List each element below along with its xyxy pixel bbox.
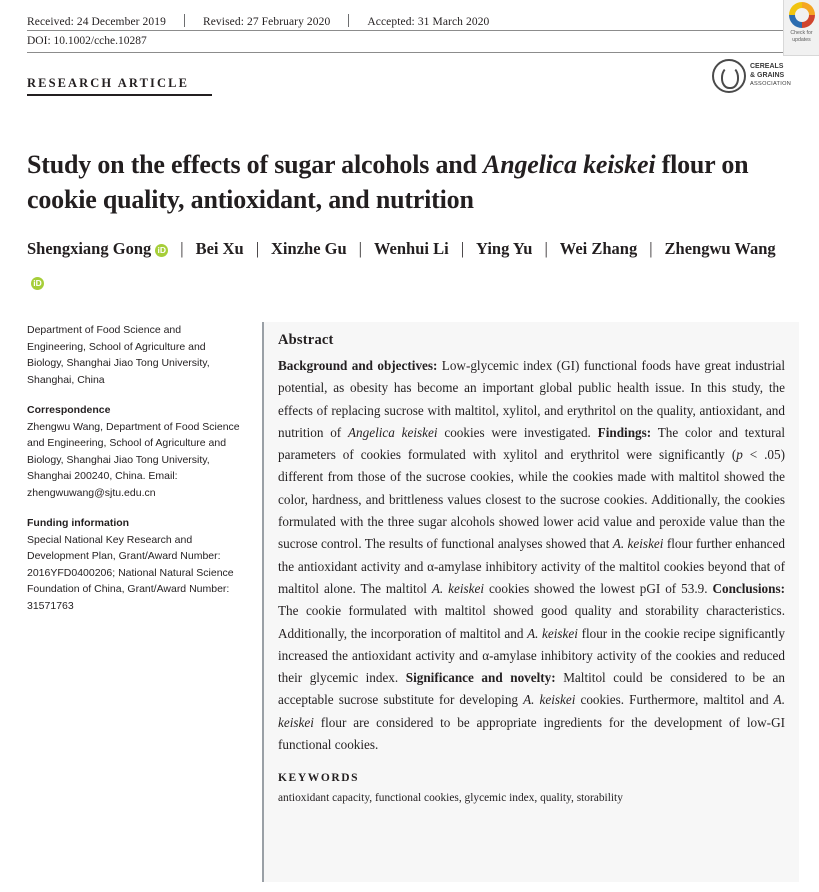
page-title xyxy=(27,147,787,217)
author-separator: | xyxy=(460,239,465,258)
author-separator: | xyxy=(180,239,184,258)
date-received: Received: 24 December 2019 xyxy=(27,16,166,28)
abstract-significance-text-b: cookies. Furthermore, maltitol and xyxy=(575,692,774,708)
keywords-list: antioxidant capacity, functional cookies, glycemic index, quality, storability xyxy=(278,792,623,805)
doi-text: DOI: 10.1002/cche.10287 xyxy=(27,35,147,47)
affiliation-column xyxy=(27,322,242,628)
author-name[interactable]: Ying Yu xyxy=(476,239,533,258)
header-divider-doi xyxy=(27,52,792,53)
society-logo-text xyxy=(750,63,791,89)
author-name[interactable]: Wei Zhang xyxy=(559,239,638,258)
society-logo-line1: CEREALS xyxy=(750,63,784,71)
abstract-background-text: Low-glycemic index (GI) functional foods have great industrial potential, as obesity has become an important global public health issue. In this study, the effects of replacing sucrose with maltitol, xylitol, and erythritol on the quality, antioxidant, and nutrition of xyxy=(278,358,785,440)
abstract-significance-text-c: flour are considered to be appropriate ingredients for the development of low-GI functional cookies. xyxy=(278,714,785,753)
title-part-1: Study on the effects of sugar alcohols and xyxy=(27,150,484,180)
abstract-body xyxy=(278,355,785,756)
author-name[interactable]: Xinzhe Gu xyxy=(271,239,347,258)
date-divider xyxy=(184,14,185,27)
crossmark-icon xyxy=(789,2,815,28)
abstract-panel xyxy=(262,322,799,882)
crossmark-badge[interactable] xyxy=(783,0,819,56)
article-type-label: RESEARCH ARTICLE xyxy=(27,76,190,90)
society-logo-line2: & GRAINS xyxy=(750,71,785,79)
orcid-icon[interactable]: iD xyxy=(31,277,44,290)
abstract-background-italic: Angelica keiskei xyxy=(348,424,438,440)
abstract-findings-label: Findings: xyxy=(597,424,652,440)
affiliation-text: Department of Food Science and Engineering, School of Agriculture and Biology, Shanghai Jiao Tong University, Shanghai, China xyxy=(27,324,210,386)
abstract-background-text2: cookies were investigated. xyxy=(437,424,591,440)
crossmark-label: Check for updates xyxy=(790,30,813,43)
author-separator: | xyxy=(649,239,653,258)
abstract-findings-p-italic: p xyxy=(736,447,743,463)
abstract-findings-text-a: The color and textural parameters of cookies formulated with xylitol and erythritol were significantly ( xyxy=(278,424,785,463)
title-part-2: flour on cookie quality, antioxidant, and nutrition xyxy=(27,150,749,215)
author-name[interactable]: Bei Xu xyxy=(195,239,244,258)
keywords-heading: KEYWORDS xyxy=(278,772,360,785)
abstract-findings-italic-1: A. keiskei xyxy=(612,536,664,552)
abstract-significance-label: Significance and novelty: xyxy=(405,670,556,686)
author-separator: | xyxy=(544,239,548,258)
wheat-emblem-icon xyxy=(712,59,746,93)
abstract-findings-text-b: < .05) different from those of the sucrose cookies, while the cookies made with maltitol showed the color, hardness, and brittleness values closest to the sucrose cookies. Additionally, the cookies formulated with the three sugar alcohols showed lower acid value and peroxide value than the sucrose control. The results of functional analyses showed that xyxy=(278,447,785,552)
abstract-significance-italic-2: A. keiskei xyxy=(278,692,785,730)
abstract-conclusions-text-a: The cookie formulated with maltitol showed good quality and storability characteristics. Additionally, the incorporation of maltitol and xyxy=(278,603,785,641)
abstract-conclusions-text-b: flour in the cookie recipe significantly increased the antioxidant activity and α-amylase inhibitory activity of the cookies and reduced their glycemic index. xyxy=(278,625,785,686)
abstract-findings-text-c: flour further enhanced the antioxidant activity and α-amylase inhibitory activity of the maltitol cookies beyond that of maltitol alone. The maltitol xyxy=(278,536,785,596)
date-accepted: Accepted: 31 March 2020 xyxy=(367,16,490,28)
abstract-significance-text-a: Maltitol could be considered to be an acceptable sucrose substitute for developing xyxy=(278,670,785,708)
date-revised: Revised: 27 February 2020 xyxy=(202,16,331,28)
abstract-conclusions-italic: A. keiskei xyxy=(527,625,578,641)
correspondence-block xyxy=(27,402,242,501)
author-name[interactable]: Shengxiang Gong xyxy=(27,239,152,258)
author-name[interactable]: Wenhui Li xyxy=(373,239,449,258)
article-type-underline xyxy=(27,94,212,96)
abstract-significance-italic-1: A. keiskei xyxy=(523,692,576,708)
funding-block xyxy=(27,515,242,614)
society-logo-line3: ASSOCIATION xyxy=(750,81,792,88)
orcid-icon[interactable]: iD xyxy=(155,244,168,257)
author-separator: | xyxy=(358,239,362,258)
author-name[interactable]: Zhengwu Wang xyxy=(664,239,776,258)
abstract-findings-italic-2: A. keiskei xyxy=(431,580,485,596)
author-separator: | xyxy=(255,239,260,258)
society-logo xyxy=(712,58,792,94)
abstract-findings-text-d: cookies showed the lowest pGI of 53.9. xyxy=(484,580,708,596)
date-divider xyxy=(348,14,349,27)
correspondence-heading: Correspondence xyxy=(27,404,111,416)
correspondence-text: Zhengwu Wang, Department of Food Science and Engineering, School of Agriculture and Biology, Shanghai Jiao Tong University, Shanghai 200240, China. Email: zhengwuwang@sjtu.edu.cn xyxy=(27,420,240,499)
funding-text: Special National Key Research and Development Plan, Grant/Award Number: 2016YFD0400206; National Natural Science Foundation of China, Grant/Award Number: 31571763 xyxy=(27,533,234,612)
abstract-conclusions-label: Conclusions: xyxy=(712,580,786,596)
header-divider-top xyxy=(27,30,792,31)
publication-dates xyxy=(27,12,792,28)
title-italic: Angelica keiskei xyxy=(483,150,656,180)
abstract-heading: Abstract xyxy=(278,332,334,348)
abstract-background-label: Background and objectives: xyxy=(278,358,438,373)
author-list xyxy=(27,232,789,298)
affiliation-block xyxy=(27,322,242,388)
funding-heading: Funding information xyxy=(27,517,130,529)
